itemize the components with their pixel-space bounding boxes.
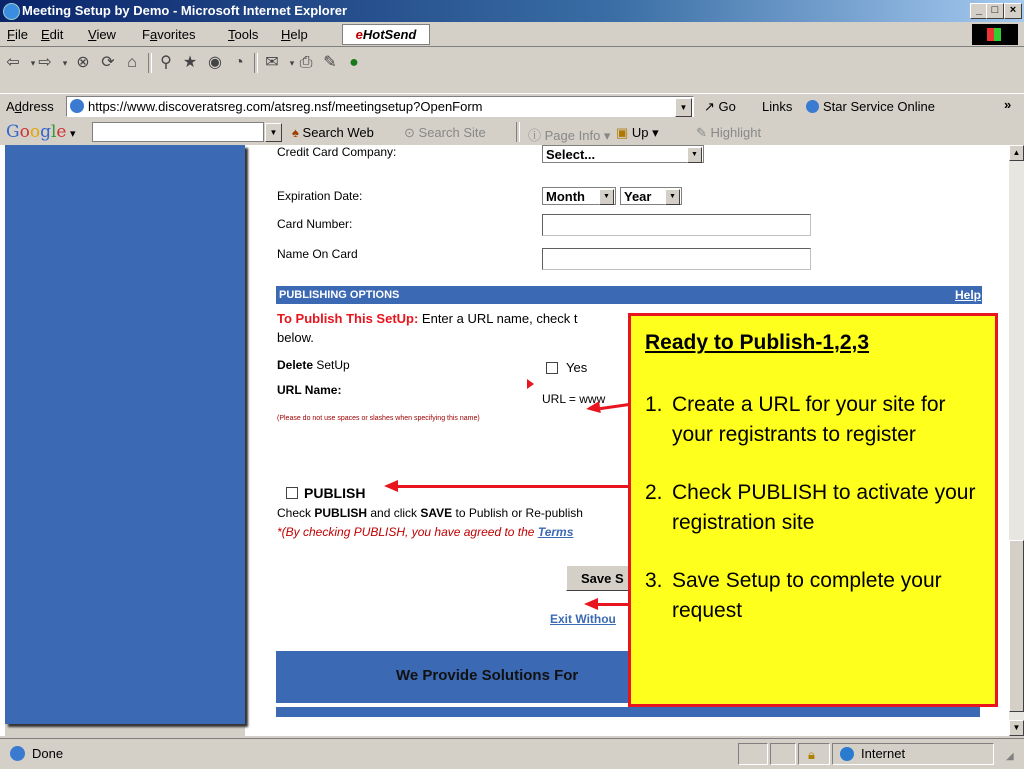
menu-help[interactable]: Help — [281, 27, 308, 42]
refresh-icon[interactable]: ⟳ — [101, 54, 115, 71]
chevron-down-icon: ▼ — [599, 189, 614, 205]
windows-logo-icon — [972, 24, 1018, 45]
page-done-icon — [10, 746, 25, 761]
lock-icon: 🔒︎ — [808, 747, 815, 762]
star-service-link[interactable]: Star Service Online — [806, 99, 935, 114]
forward-dropdown-icon[interactable]: ▾ — [62, 58, 68, 68]
menu-file[interactable]: File — [7, 27, 28, 42]
arrow-line — [598, 603, 630, 606]
arrow-to-save-icon — [584, 598, 598, 610]
minimize-button[interactable]: _ — [970, 3, 988, 19]
page-icon — [806, 100, 819, 113]
binoculars-icon: ♠ — [292, 125, 299, 140]
left-sidebar-panel — [5, 145, 245, 724]
address-bar — [0, 93, 1024, 119]
print-icon[interactable]: ⎙ — [299, 54, 313, 71]
menu-tools[interactable]: Tools — [228, 27, 259, 42]
back-dropdown-icon[interactable]: ▾ — [30, 58, 36, 68]
url-prefix: URL = www — [542, 392, 606, 406]
google-toolbar — [0, 120, 1024, 144]
close-button[interactable]: × — [1004, 3, 1022, 19]
media-icon[interactable]: ◉ — [208, 54, 222, 71]
callout-steps — [645, 390, 985, 654]
card-number-input[interactable] — [542, 214, 811, 236]
callout-step: 1. Create a URL for your site for your registrants to register — [645, 393, 946, 446]
expiration-month-select[interactable]: Month ▼ — [542, 187, 616, 205]
arrow-to-publish-icon — [384, 480, 398, 492]
publish-checkbox[interactable] — [286, 487, 298, 499]
toolbar-separator — [516, 122, 520, 142]
maximize-button[interactable]: □ — [986, 3, 1004, 19]
favorites-icon[interactable]: ★ — [182, 54, 198, 71]
highlighter-icon: ✎ — [696, 125, 707, 140]
search-site-icon: ⊙ — [404, 125, 415, 140]
scroll-up-button[interactable]: ▲ — [1009, 145, 1024, 161]
credit-card-company-select[interactable]: Select... ▼ — [542, 145, 704, 163]
address-url: https://www.discoveratsreg.com/atsreg.nsf/meetingsetup?OpenForm — [88, 99, 483, 114]
title-bar — [0, 0, 1024, 22]
history-icon[interactable]: ◔ — [234, 54, 244, 71]
mail-dropdown-icon[interactable]: ▾ — [289, 58, 295, 68]
resize-grip-icon[interactable]: ◢ — [1006, 751, 1014, 762]
stop-icon[interactable]: ⊗ — [76, 54, 90, 71]
forward-icon[interactable]: ⇨ — [38, 54, 52, 71]
agree-terms-text: *(By checking PUBLISH, you have agreed to the Terms — [277, 525, 574, 539]
security-zone-label: Internet — [861, 746, 906, 761]
address-dropdown-button[interactable]: ▼ — [675, 98, 692, 117]
publishing-options-header: PUBLISHING OPTIONS Help — [276, 286, 982, 304]
menu-favorites[interactable]: Favorites — [142, 27, 196, 42]
instructions-continued: below. — [277, 330, 314, 345]
back-icon[interactable]: ⇦ — [6, 54, 20, 71]
links-overflow-chevron[interactable]: » — [1004, 97, 1012, 112]
terms-link[interactable]: Terms — [537, 525, 574, 539]
go-button[interactable]: ↗ Go — [704, 99, 736, 114]
delete-yes-label: Yes — [566, 360, 588, 375]
footer-strip — [276, 707, 980, 717]
name-on-card-label: Name On Card — [277, 247, 358, 261]
messenger-icon[interactable]: ● — [349, 54, 359, 71]
address-input[interactable] — [66, 96, 694, 117]
google-logo[interactable]: Google ▾ — [6, 122, 76, 142]
delete-yes-checkbox[interactable] — [546, 362, 558, 374]
status-bar — [0, 738, 1024, 769]
status-text: Done — [32, 746, 64, 761]
menu-view[interactable]: View — [88, 27, 116, 42]
instruction-callout — [628, 313, 998, 707]
name-on-card-input[interactable] — [542, 248, 811, 270]
status-pane — [770, 743, 796, 765]
hotsend-button[interactable]: eHotSend — [342, 24, 430, 45]
help-link[interactable]: Help — [954, 288, 981, 302]
callout-step: 2. Check PUBLISH to activate your registration site — [645, 481, 976, 534]
ie-logo-icon — [3, 3, 20, 20]
chevron-down-icon: ▼ — [687, 147, 702, 163]
search-site-button[interactable]: ⊙ Search Site — [404, 125, 486, 140]
menu-bar — [0, 23, 1024, 47]
url-name-label: URL Name: — [277, 383, 342, 397]
standard-toolbar — [0, 47, 1024, 91]
chevron-down-icon: ▼ — [665, 189, 680, 205]
internet-globe-icon — [840, 747, 854, 761]
footer-banner: We Provide Solutions For — [276, 651, 980, 703]
search-icon[interactable]: ⚲ — [160, 54, 172, 71]
google-search-dropdown[interactable]: ▼ — [265, 123, 282, 142]
callout-step: 3. Save Setup to complete your request — [645, 569, 942, 622]
expiration-year-select[interactable]: Year ▼ — [620, 187, 682, 205]
search-web-button[interactable]: ♠ Search Web — [292, 125, 374, 140]
credit-card-company-label: Credit Card Company: — [277, 145, 397, 159]
home-icon[interactable]: ⌂ — [127, 54, 137, 71]
edit-icon[interactable]: ✎ — [323, 54, 337, 71]
highlight-button[interactable]: ✎ Highlight — [696, 125, 762, 140]
info-icon: ⓘ — [528, 128, 542, 143]
exit-without-saving-link[interactable]: Exit Withou — [550, 612, 616, 626]
page-icon — [70, 99, 84, 113]
scroll-thumb[interactable] — [1009, 540, 1024, 712]
window-title: Meeting Setup by Demo - Microsoft Internet Explorer — [22, 3, 348, 18]
go-arrow-icon: ↗ — [704, 99, 715, 114]
required-marker-icon — [527, 379, 534, 389]
up-button[interactable]: ▣ Up ▾ — [616, 125, 659, 140]
toolbar-separator — [254, 53, 258, 73]
arrow-line — [398, 485, 630, 488]
to-publish-instructions: To Publish This SetUp: Enter a URL name, check t — [277, 311, 578, 326]
status-pane — [738, 743, 768, 765]
page-info-button[interactable]: ⓘ Page Info ▾ — [528, 128, 611, 143]
expiration-date-label: Expiration Date: — [277, 189, 363, 203]
publish-instructions: Check PUBLISH and click SAVE to Publish or Re-publish — [277, 506, 583, 520]
menu-edit[interactable]: Edit — [41, 27, 64, 42]
url-note: (Please do not use spaces or slashes when specifying this name) — [277, 415, 480, 422]
delete-setup-label: Delete SetUp — [277, 358, 350, 372]
address-label: Address — [6, 99, 54, 114]
mail-icon[interactable]: ✉ — [265, 54, 279, 71]
zone-pane — [832, 743, 994, 765]
callout-title: Ready to Publish-1,2,3 — [645, 331, 870, 354]
publish-label: PUBLISH — [304, 485, 366, 501]
card-number-label: Card Number: — [277, 217, 353, 231]
save-setup-button[interactable]: Save S — [566, 565, 636, 591]
links-button[interactable]: Links — [762, 99, 793, 114]
scroll-down-button[interactable]: ▼ — [1009, 720, 1024, 736]
google-search-input[interactable] — [92, 122, 264, 142]
arrow-to-url-icon — [585, 401, 601, 415]
toolbar-separator — [148, 53, 152, 73]
vertical-scrollbar[interactable] — [1009, 145, 1024, 736]
folder-up-icon: ▣ — [616, 125, 629, 140]
